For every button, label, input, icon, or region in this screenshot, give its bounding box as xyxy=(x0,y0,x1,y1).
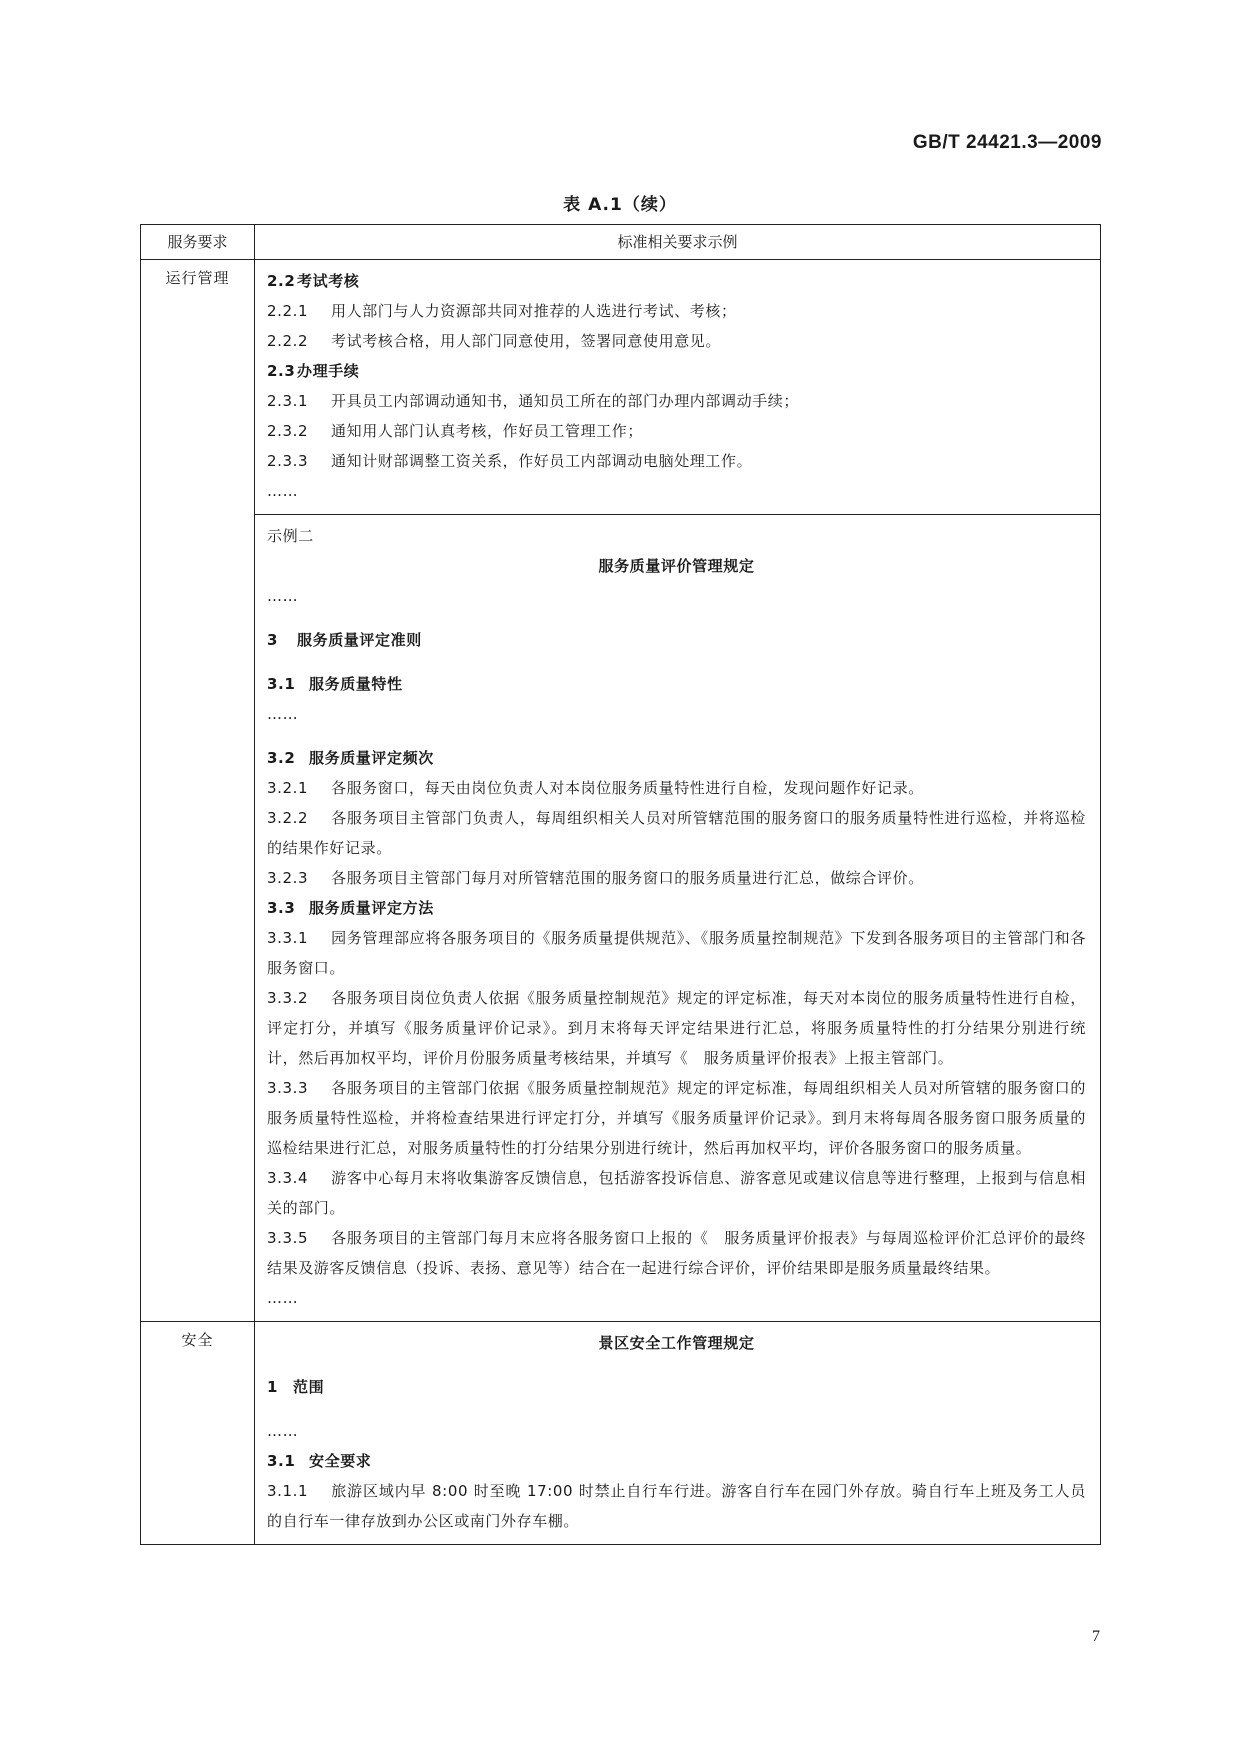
regulation-title: 景区安全工作管理规定 xyxy=(598,1334,755,1352)
safety-cell xyxy=(255,1322,1101,1545)
ellipsis: …… xyxy=(267,1422,299,1440)
clause: 3.3.4 游客中心每月末将收集游客反馈信息，包括游客投诉信息、游客意见或建议信息等进行整理，上报到与信息相关的部门。 xyxy=(267,1169,1086,1217)
section-heading: 2.2 考试考核 xyxy=(267,272,360,290)
example-label: 示例二 xyxy=(267,527,314,545)
regulation-title: 服务质量评价管理规定 xyxy=(598,557,755,575)
clause: 2.2.1 用人部门与人力资源部共同对推荐的人选进行考试、考核； xyxy=(267,302,737,320)
section-heading: 1 范围 xyxy=(267,1378,325,1396)
clause: 3.3.5 各服务项目的主管部门每月末应将各服务窗口上报的《 服务质量评价报表》与每周巡检评价汇总评价的最终结果及游客反馈信息（投诉、表扬、意见等）结合在一起进行综合评价，评价结果即是服务质量最终结果。 xyxy=(267,1229,1086,1277)
ellipsis: …… xyxy=(267,482,299,500)
clause: 3.2.3 各服务项目主管部门每月对所管辖范围的服务窗口的服务质量进行汇总，做综合评价。 xyxy=(267,869,924,887)
table-caption: 表 A.1（续） xyxy=(563,195,677,215)
clause: 3.1.1 旅游区域内早 8:00 时至晚 17:00 时禁止自行车行进。游客自行车在园门外存放。骑自行车上班及务工人员的自行车一律存放到办公区或南门外存车棚。 xyxy=(267,1482,1086,1530)
table-header-row xyxy=(141,225,1101,260)
clause: 3.2.1 各服务窗口，每天由岗位负责人对本岗位服务质量特性进行自检，发现问题作好记录。 xyxy=(267,779,924,797)
requirements-table xyxy=(140,224,1101,1545)
clause: 3.3.3 各服务项目的主管部门依据《服务质量控制规范》规定的评定标准，每周组织相关人员对所管辖的服务窗口的服务质量特性巡检，并将检查结果进行评定打分，并填写《服务质量评价记录》。到月末将每周各服务窗口服务质量的巡检结果进行汇总，对服务质量特性的打分结果分别进行统计，然后再加权平均，评价各服务窗口的服务质量。 xyxy=(267,1079,1086,1157)
clause: 3.3.2 各服务项目岗位负责人依据《服务质量控制规范》规定的评定标准，每天对本岗位的服务质量特性进行自检，评定打分，并填写《服务质量评价记录》。到月末将每天评定结果进行汇总，将服务质量特性的打分结果分别进行统计，然后再加权平均，评价月份服务质量考核结果，并填写《 服务质量评价报表》上报主管部门。 xyxy=(267,989,1086,1067)
table-row xyxy=(141,260,1101,515)
row-label-safety: 安全 xyxy=(141,1322,255,1545)
clause: 3.2.2 各服务项目主管部门负责人，每周组织相关人员对所管辖范围的服务窗口的服务质量特性进行巡检，并将巡检的结果作好记录。 xyxy=(267,809,1086,857)
section-heading: 3.3 服务质量评定方法 xyxy=(267,899,434,917)
col-header-standard-examples: 标准相关要求示例 xyxy=(255,225,1101,260)
section-heading: 3 服务质量评定准则 xyxy=(267,631,422,649)
col-header-service-requirement: 服务要求 xyxy=(141,225,255,260)
clause: 2.3.3 通知计财部调整工资关系，作好员工内部调动电脑处理工作。 xyxy=(267,452,753,470)
row-label-operation: 运行管理 xyxy=(141,260,255,1322)
operation-cell xyxy=(255,260,1101,515)
clause: 2.2.2 考试考核合格，用人部门同意使用，签署同意使用意见。 xyxy=(267,332,722,350)
ellipsis: …… xyxy=(267,1289,299,1307)
table-row xyxy=(141,515,1101,1322)
clause: 2.3.1 开具员工内部调动通知书，通知员工所在的部门办理内部调动手续； xyxy=(267,392,800,410)
page-number: 7 xyxy=(1092,1628,1100,1645)
ellipsis: …… xyxy=(267,587,299,605)
example-two-cell xyxy=(255,515,1101,1322)
standard-code: GB/T 24421.3—2009 xyxy=(912,132,1102,153)
section-heading: 3.1 服务质量特性 xyxy=(267,675,403,693)
section-heading: 3.2 服务质量评定频次 xyxy=(267,749,434,767)
section-heading: 2.3 办理手续 xyxy=(267,362,360,380)
table-row xyxy=(141,1322,1101,1545)
section-heading: 3.1 安全要求 xyxy=(267,1452,372,1470)
ellipsis: …… xyxy=(267,705,299,723)
clause: 3.3.1 园务管理部应将各服务项目的《服务质量提供规范》、《服务质量控制规范》下发到各服务项目的主管部门和各服务窗口。 xyxy=(267,929,1086,977)
clause: 2.3.2 通知用人部门认真考核，作好员工管理工作； xyxy=(267,422,644,440)
